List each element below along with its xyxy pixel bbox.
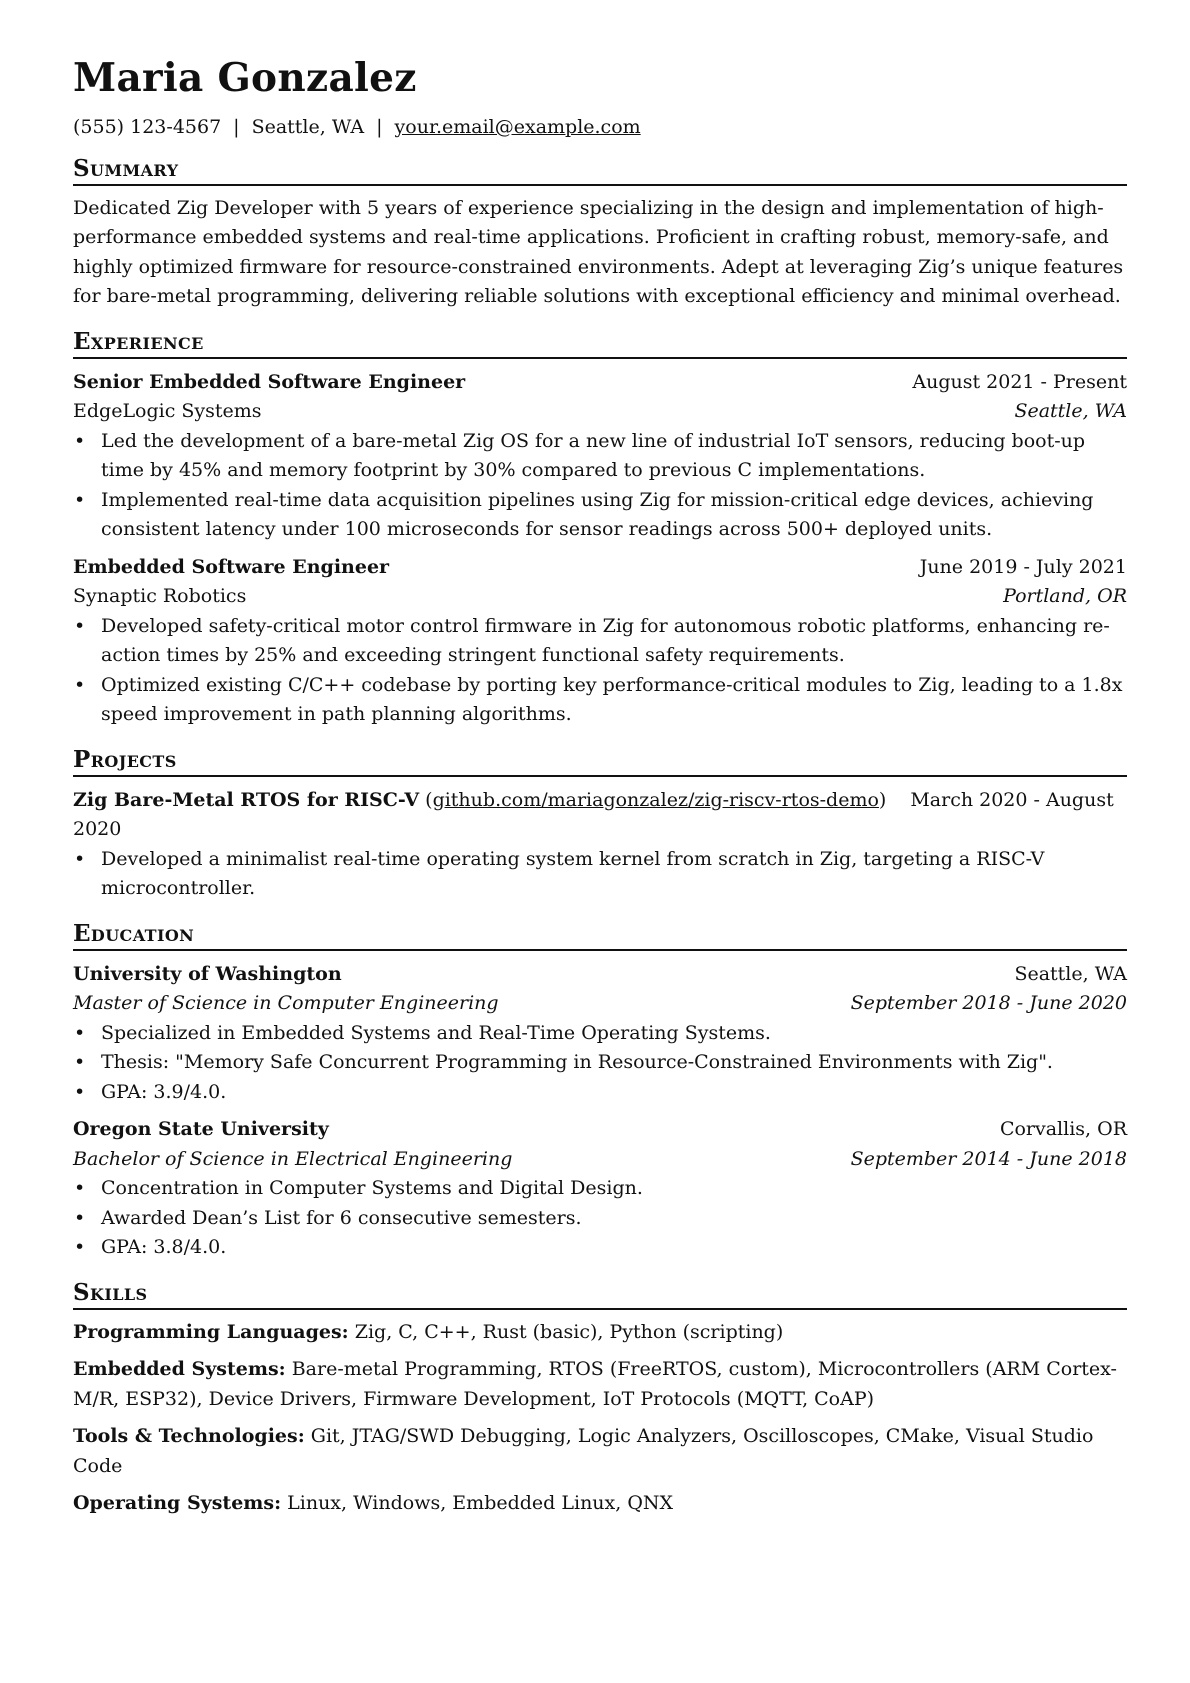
bullet-item: • GPA: 3.9/4.0. (101, 1078, 1127, 1108)
degree: Bachelor of Science in Electrical Engineering (73, 1147, 513, 1170)
job-title: Embedded Software Engineer (73, 555, 390, 578)
skill-label: Embedded Systems: (73, 1358, 286, 1381)
experience-section (73, 328, 1127, 730)
project-name: Zig Bare-Metal RTOS for RISC-V (73, 788, 420, 811)
company-name: EdgeLogic Systems (73, 400, 262, 423)
school-name: Oregon State University (73, 1118, 329, 1141)
bullet-item: • Optimized existing C/C++ codebase by porting key performance-critical modules to Zig, leading to a 1.8x speed improvement in path planning algorithms. (101, 671, 1127, 730)
school-location: Corvallis, OR (999, 1118, 1127, 1141)
section-title-education: Education (73, 920, 1127, 951)
school-location: Seattle, WA (1014, 962, 1127, 985)
skill-value: Bare-metal Programming, RTOS (FreeRTOS, custom), Microcontrollers (ARM Cortex-M/R, ESP32), Device Drivers, Firmware Development, IoT Protocols (MQTT, CoAP) (73, 1358, 1117, 1410)
education-entry (73, 1115, 1127, 1263)
bullet-item: • Implemented real-time data acquisition pipelines using Zig for mission-critical edge devices, achieving consistent latency under 100 microseconds for sensor readings across 500+ deployed units. (101, 486, 1127, 545)
phone-number: (555) 123-4567 (73, 115, 222, 138)
skill-group (73, 1318, 1127, 1348)
education-bullets (73, 1019, 1127, 1108)
separator: | (376, 115, 383, 138)
school-name: University of Washington (73, 962, 342, 985)
bullet-item: • Concentration in Computer Systems and Digital Design. (101, 1174, 1127, 1204)
degree: Master of Science in Computer Engineering (73, 992, 499, 1015)
skill-value: Zig, C, C++, Rust (basic), Python (scripting) (354, 1320, 784, 1343)
job-dates: August 2021 - Present (912, 370, 1127, 393)
bullet-item: • Developed a minimalist real-time operating system kernel from scratch in Zig, targeting a RISC-V microcontroller. (101, 845, 1127, 904)
email-link[interactable]: your.email@example.com (394, 115, 641, 138)
education-bullets (73, 1174, 1127, 1263)
project-bullets (73, 845, 1127, 904)
project-entry: Zig Bare-Metal RTOS for RISC-V (github.com/mariagonzalez/zig-riscv-rtos-demo) March 2020 - August 2020 • Developed a minimalist real-time operating system kernel from scratch in Zig, targeting a RISC-V microcontroller. (73, 786, 1127, 904)
skill-group (73, 1489, 1127, 1519)
education-dates: September 2018 - June 2020 (850, 992, 1127, 1015)
job-bullets (73, 427, 1127, 545)
job-location: Seattle, WA (1014, 400, 1127, 423)
skill-label: Tools & Technologies: (73, 1425, 305, 1448)
skill-label: Operating Systems: (73, 1492, 282, 1515)
bullet-item: • Thesis: "Memory Safe Concurrent Programming in Resource-Constrained Environments with Zig". (101, 1048, 1127, 1078)
company-name: Synaptic Robotics (73, 585, 247, 608)
resume (73, 56, 1127, 1519)
section-title-experience: Experience (73, 328, 1127, 359)
education-entry (73, 960, 1127, 1108)
skill-value: Git, JTAG/SWD Debugging, Logic Analyzers, Oscilloscopes, CMake, Visual Studio Code (73, 1425, 1094, 1477)
bullet-item: • GPA: 3.8/4.0. (101, 1233, 1127, 1263)
separator: | (233, 115, 240, 138)
project-dates: March 2020 - August 2020 (73, 788, 1114, 841)
skill-value: Linux, Windows, Embedded Linux, QNX (287, 1492, 674, 1515)
skill-group (73, 1422, 1127, 1481)
job-entry (73, 553, 1127, 730)
bullet-item: • Awarded Dean’s List for 6 consecutive semesters. (101, 1204, 1127, 1234)
bullet-item: • Developed safety-critical motor control firmware in Zig for autonomous robotic platforms, enhancing re-action times by 25% and exceeding stringent functional safety requirements. (101, 612, 1127, 671)
bullet-item: • Specialized in Embedded Systems and Real-Time Operating Systems. (101, 1019, 1127, 1049)
job-entry (73, 368, 1127, 545)
job-title: Senior Embedded Software Engineer (73, 370, 466, 393)
candidate-name: Maria Gonzalez (73, 55, 417, 101)
education-dates: September 2014 - June 2018 (850, 1147, 1127, 1170)
location: Seattle, WA (251, 115, 365, 138)
skills-section (73, 1279, 1127, 1519)
job-dates: June 2019 - July 2021 (919, 555, 1127, 578)
skill-label: Programming Languages: (73, 1320, 349, 1343)
projects-section (73, 746, 1127, 904)
summary-text: Dedicated Zig Developer with 5 years of experience specializing in the design and implementation of high-performance embedded systems and real-time applications. Proficient in crafting robust, memory-safe, and highly optimized firmware for resource-constrained environments. Adept at leveraging Zig’s unique features for bare-metal programming, delivering reliable solutions with exceptional efficiency and minimal overhead. (73, 196, 1124, 308)
job-bullets (73, 612, 1127, 730)
section-title-projects: Projects (73, 746, 1127, 777)
project-link[interactable]: github.com/mariagonzalez/zig-riscv-rtos-demo (432, 788, 879, 811)
education-section (73, 920, 1127, 1263)
section-title-summary: Summary (73, 155, 1127, 186)
skill-group (73, 1355, 1127, 1414)
job-location: Portland, OR (1003, 585, 1127, 608)
summary-section (73, 155, 1127, 312)
bullet-item: • Led the development of a bare-metal Zig OS for a new line of industrial IoT sensors, reducing boot-up time by 45% and memory footprint by 30% compared to previous C implementations. (101, 427, 1127, 486)
contact-line (73, 115, 1127, 139)
section-title-skills: Skills (73, 1279, 1127, 1310)
